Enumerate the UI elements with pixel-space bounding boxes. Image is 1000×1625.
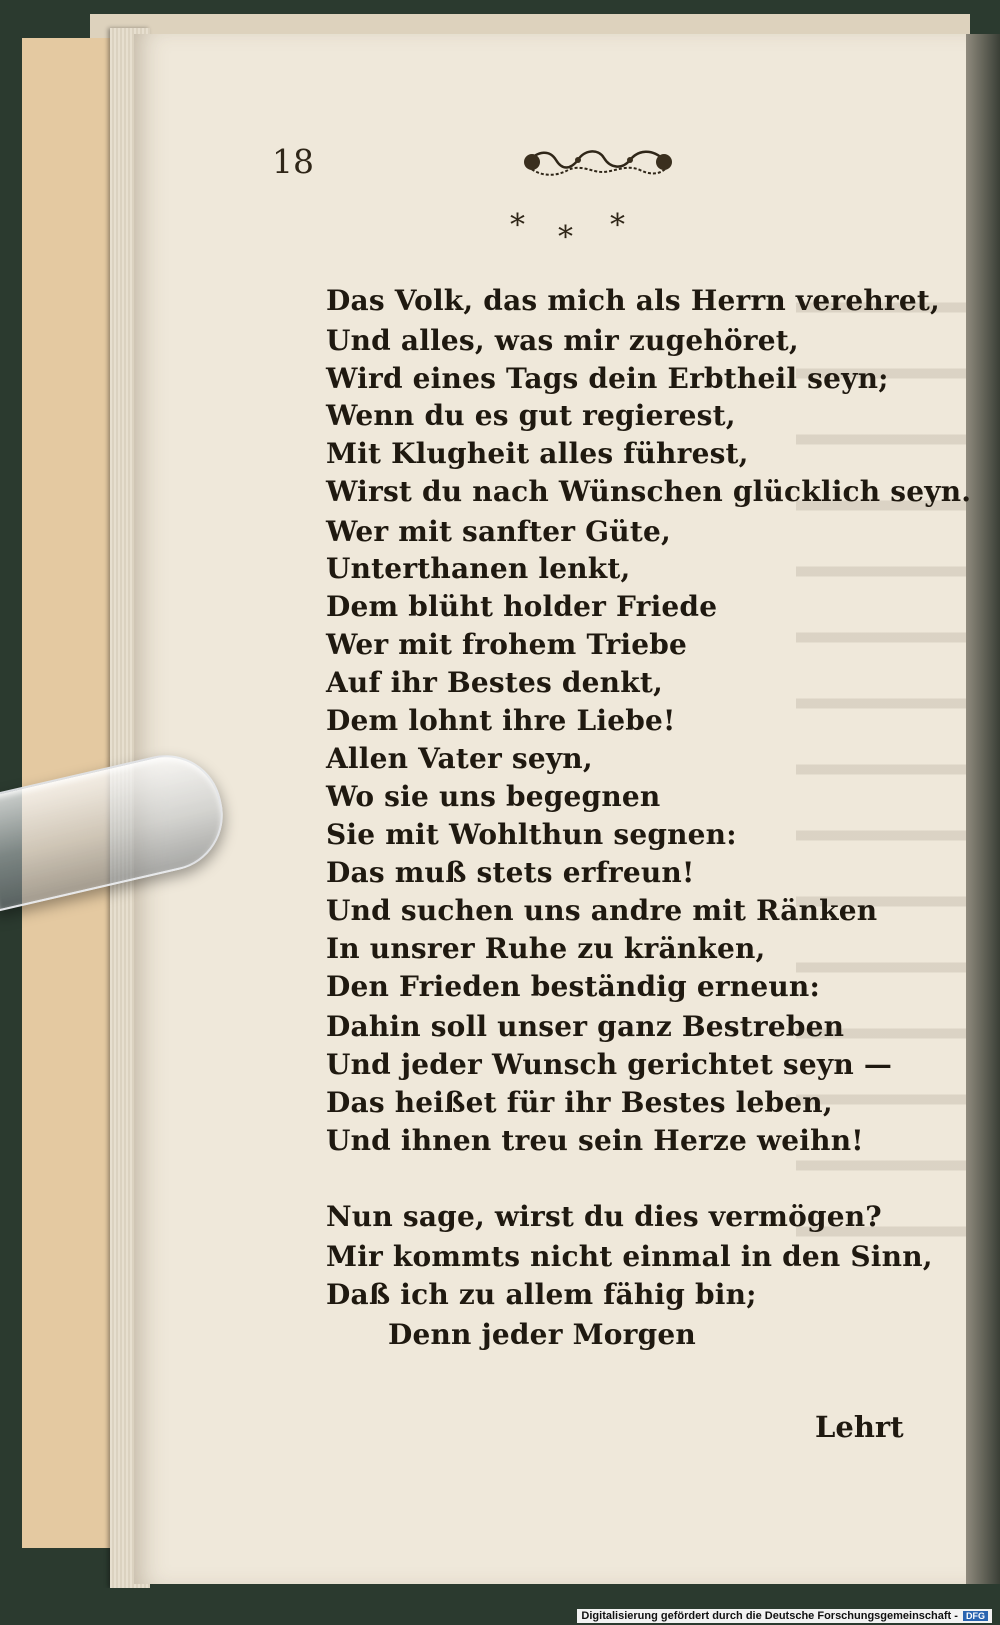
poem-line: Dem blüht holder Friede [326,590,718,623]
poem-line: Und jeder Wunsch gerichtet seyn — [326,1048,893,1081]
credit-text: Digitalisierung gefördert durch die Deutsche Forschungsgemeinschaft - [581,1610,958,1622]
dfg-logo: DFG [963,1611,988,1621]
poem-line: Wird eines Tags dein Erbtheil seyn; [326,362,889,395]
poem-line: Das Volk, das mich als Herrn verehret, [326,284,940,317]
digitization-credit [577,1609,992,1623]
poem-line: Den Frieden beständig erneun: [326,970,821,1003]
poem-line: Unterthanen lenkt, [326,552,631,585]
poem-line: Sie mit Wohlthun segnen: [326,818,737,851]
page-number: 18 [272,142,314,181]
poem-line: Mit Klugheit alles führest, [326,437,749,470]
poem-line: Denn jeder Morgen [388,1318,696,1351]
section-asterisks: * * * [510,208,625,255]
poem-line: Das muß stets erfreun! [326,856,695,889]
poem-line: Und alles, was mir zugehöret, [326,324,799,357]
poem-line: Wer mit sanfter Güte, [326,515,671,548]
poem-line: In unsrer Ruhe zu kränken, [326,932,766,965]
poem-line: Wenn du es gut regierest, [326,399,736,432]
poem-line: Und ihnen treu sein Herze weihn! [326,1124,864,1157]
poem-line: Das heißet für ihr Bestes leben, [326,1086,833,1119]
poem-line: Wo sie uns begegnen [326,780,661,813]
poem-line: Daß ich zu allem fähig bin; [326,1278,757,1311]
poem-line: Dem lohnt ihre Liebe! [326,704,676,737]
poem-line: Auf ihr Bestes denkt, [326,666,663,699]
poem-line: Wer mit frohem Triebe [326,628,688,661]
poem-line: Wirst du nach Wünschen glücklich seyn. [326,475,972,508]
poem-line: Mir kommts nicht einmal in den Sinn, [326,1240,933,1273]
poem-line: Allen Vater seyn, [326,742,593,775]
catchword: Lehrt [815,1410,904,1444]
poem-line: Dahin soll unser ganz Bestreben [326,1010,845,1043]
poem-line: Und suchen uns andre mit Ränken [326,894,878,927]
poem-line: Nun sage, wirst du dies vermögen? [326,1200,882,1233]
